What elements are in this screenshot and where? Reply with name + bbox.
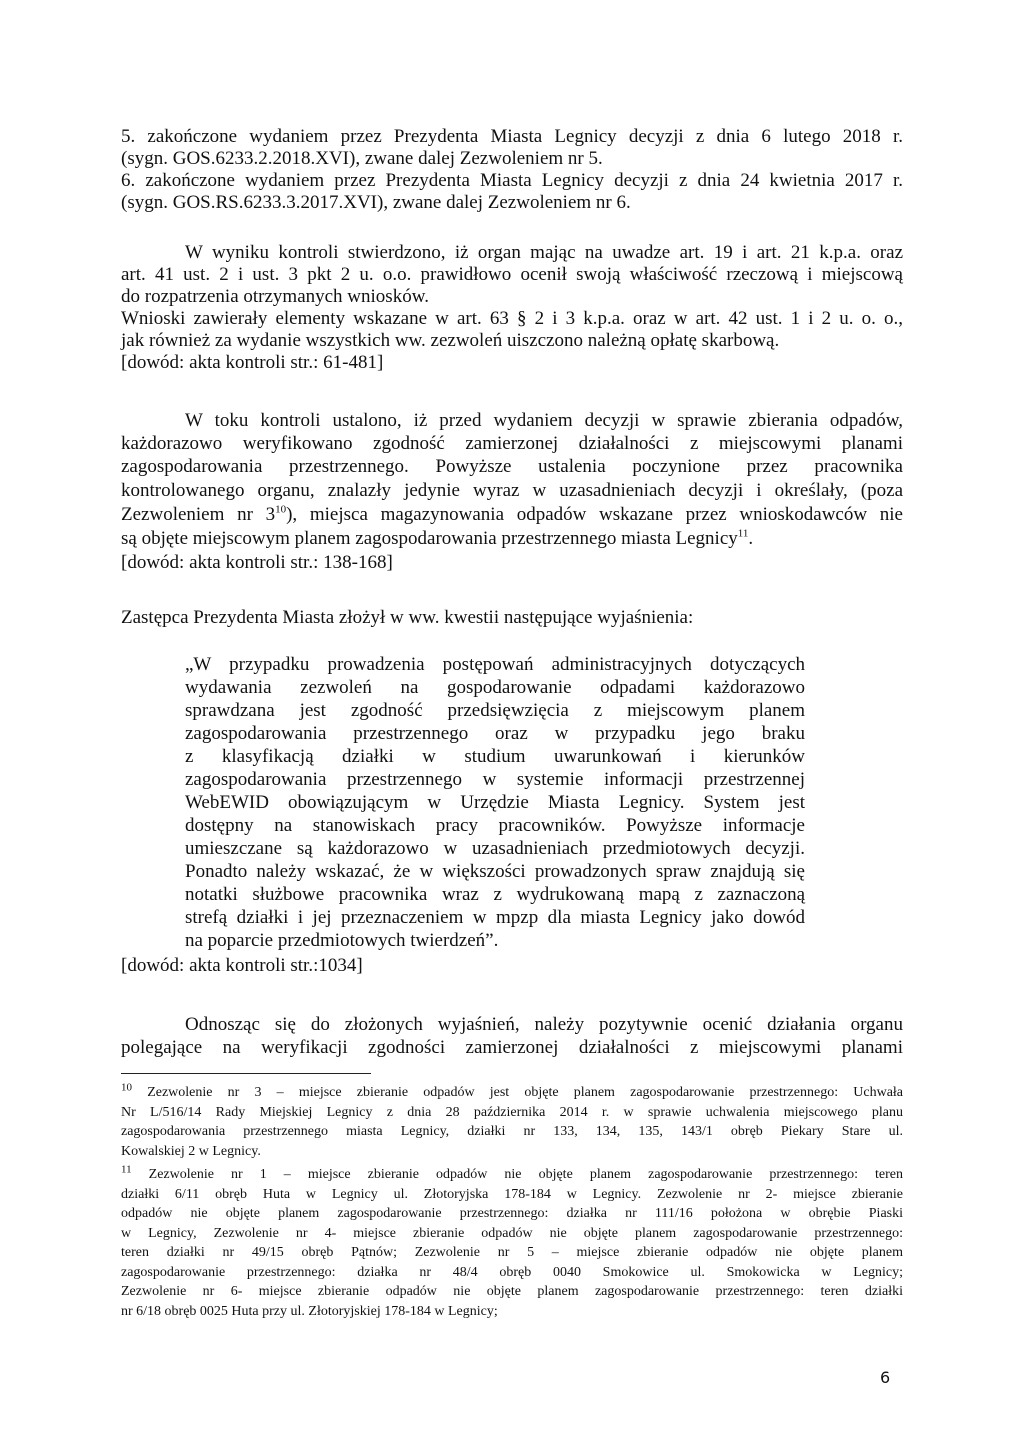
quote-line-2: wydawania zezwoleń na gospodarowanie odpadami każdorazowo: [185, 677, 805, 698]
footnote-10-line-2: Nr L/516/14 Rady Miejskiej Legnicy z dnia 28 października 2014 r. w sprawie uchwalenia miejscowego planu: [121, 1105, 903, 1120]
quote-line-13: na poparcie przedmiotowych twierdzeń”.: [185, 930, 499, 951]
footnote-10-number: 10: [121, 1081, 132, 1094]
page-number: 6: [880, 1368, 891, 1387]
quote-line-10: Ponadto należy wskazać, że w większości prowadzonych spraw znajdują się: [185, 861, 805, 882]
quote-line-4: zagospodarowania przestrzennego oraz w przypadku jego braku: [185, 723, 805, 744]
para1-line-3: do rozpatrzenia otrzymanych wniosków.: [121, 286, 429, 307]
quote-line-5: z klasyfikacją działki w studium uwarunkowań i kierunków: [185, 746, 805, 767]
list-item-6-line-1: 6. zakończone wydaniem przez Prezydenta Miasta Legnicy decyzji z dnia 24 kwietnia 2017 r.: [121, 170, 903, 191]
footnote-10-line-3: zagospodarowania przestrzennego miasta Legnicy, działki nr 133, 134, 135, 143/1 obręb Piekary Stare ul.: [121, 1124, 903, 1139]
quote-line-8: dostępny na stanowiskach pracy pracowników. Powyższe informacje: [185, 815, 805, 836]
footnote-10-text: Zezwolenie nr 3 – miejsce zbieranie odpadów jest objęte planem zagospodarowanie przestrzennego: Uchwała: [147, 1085, 904, 1100]
para2-line-1: W toku kontroli ustalono, iż przed wydaniem decyzji w sprawie zbierania odpadów,: [185, 410, 903, 431]
footnote-separator: [121, 1073, 371, 1074]
para1-evidence: [dowód: akta kontroli str.: 61-481]: [121, 352, 384, 373]
quote-line-12: strefą działki i jej przeznaczeniem w mpzp dla miasta Legnicy jako dowód: [185, 907, 805, 928]
para2-line-6-text: są objęte miejscowym planem zagospodarowania przestrzennego miasta Legnicy: [121, 528, 738, 549]
footnote-11-line-1: [121, 1165, 903, 1185]
para3-line-1: Odnosząc się do złożonych wyjaśnień, należy pozytywnie ocenić działania organu: [185, 1014, 903, 1035]
para2-line-6-rest: .: [748, 528, 754, 549]
footnote-11-line-5: teren działki nr 49/15 obręb Pątnów; Zezwolenie nr 5 – miejsce zbieranie odpadów nie objęte planem: [121, 1245, 903, 1260]
list-item-6-line-2: (sygn. GOS.RS.6233.3.2017.XVI), zwane dalej Zezwoleniem nr 6.: [121, 192, 631, 213]
footnote-11-line-4: w Legnicy, Zezwolenie nr 4- miejsce zbieranie odpadów nie objęte planem zagospodarowanie przestrzennego:: [121, 1226, 903, 1241]
footnote-11-line-2: działki 6/11 obręb Huta w Legnicy ul. Złotoryjska 178-184 w Legnicy. Zezwolenie nr 2- miejsce zbieranie: [121, 1187, 903, 1202]
para1-line-5: jak również za wydanie wszystkich ww. zezwoleń uiszczono należną opłatę skarbową.: [121, 330, 780, 351]
footnote-11-line-8: nr 6/18 obręb 0025 Huta przy ul. Złotoryjskiej 178-184 w Legnicy;: [121, 1304, 498, 1319]
quote-line-7: WebEWID obowiązującym w Urzędzie Miasta Legnicy. System jest: [185, 792, 805, 813]
footnote-ref-11: 11: [737, 527, 749, 540]
footnote-11-line-6: zagospodarowanie przestrzennego: działka nr 48/4 obręb 0040 Smokowice ul. Smokowicka w Legnicy;: [121, 1265, 903, 1280]
para1-line-2: art. 41 ust. 2 i ust. 3 pkt 2 u. o.o. prawidłowo ocenił swoją właściwość rzeczową i miejscową: [121, 264, 903, 285]
footnote-11-number: 11: [121, 1163, 132, 1176]
quote-line-11: notatki służbowe pracownika wraz z wydrukowaną mapą z zaznaczoną: [185, 884, 805, 905]
explanation-intro: Zastępca Prezydenta Miasta złożył w ww. kwestii następujące wyjaśnienia:: [121, 607, 694, 628]
list-item-5-line-2: (sygn. GOS.6233.2.2018.XVI), zwane dalej Zezwoleniem nr 5.: [121, 148, 603, 169]
para3-line-2: polegające na weryfikacji zgodności zamierzonej działalności z miejscowymi planami: [121, 1037, 903, 1058]
quote-evidence: [dowód: akta kontroli str.:1034]: [121, 955, 363, 976]
quote-line-9: umieszczane są każdorazowo w uzasadnieniach przedmiotowych decyzji.: [185, 838, 805, 859]
para1-line-4: Wnioski zawierały elementy wskazane w art. 63 § 2 i 3 k.p.a. oraz w art. 42 ust. 1 i 2 u. o. o.,: [121, 308, 903, 329]
para2-line-4: kontrolowanego organu, znalazły jedynie wyraz w uzasadnieniach decyzji i określały, (poza: [121, 480, 903, 501]
para2-line-3: zagospodarowania przestrzennego. Powyższe ustalenia poczynione przez pracownika: [121, 456, 903, 477]
quote-line-6: zagospodarowania przestrzennego w systemie informacji przestrzennej: [185, 769, 805, 790]
quote-line-1: „W przypadku prowadzenia postępowań administracyjnych dotyczących: [185, 654, 805, 675]
footnote-ref-10: 10: [275, 503, 287, 516]
para1-line-1: W wyniku kontroli stwierdzono, iż organ mając na uwadze art. 19 i art. 21 k.p.a. oraz: [185, 242, 903, 263]
para2-line-6: [121, 528, 903, 550]
footnote-10-line-1: [121, 1083, 903, 1103]
footnote-11-line-7: Zezwolenie nr 6- miejsce zbieranie odpadów nie objęte planem zagospodarowanie przestrzennego: teren działki: [121, 1284, 903, 1299]
quote-line-3: sprawdzana jest zgodność przedsięwzięcia z miejscowym planem: [185, 700, 805, 721]
para2-line-5-rest: ), miejsca magazynowania odpadów wskazane przez wnioskodawców nie: [286, 504, 903, 525]
para2-line-2: każdorazowo weryfikowano zgodność zamierzonej działalności z miejscowymi planami: [121, 433, 903, 454]
footnote-10-line-4: Kowalskiej 2 w Legnicy.: [121, 1144, 261, 1159]
para2-line-5: [121, 504, 903, 526]
list-item-5-line-1: 5. zakończone wydaniem przez Prezydenta Miasta Legnicy decyzji z dnia 6 lutego 2018 r.: [121, 126, 903, 147]
footnote-11-text: Zezwolenie nr 1 – miejsce zbieranie odpadów nie objęte planem zagospodarowanie przestrzennego: teren: [148, 1167, 903, 1182]
para2-evidence: [dowód: akta kontroli str.: 138-168]: [121, 552, 393, 573]
para2-line-5-text: Zezwoleniem nr 3: [121, 504, 276, 525]
footnote-11-line-3: odpadów nie objęte planem zagospodarowanie przestrzennego: działka nr 111/16 położona w obrębie Piaski: [121, 1206, 903, 1221]
